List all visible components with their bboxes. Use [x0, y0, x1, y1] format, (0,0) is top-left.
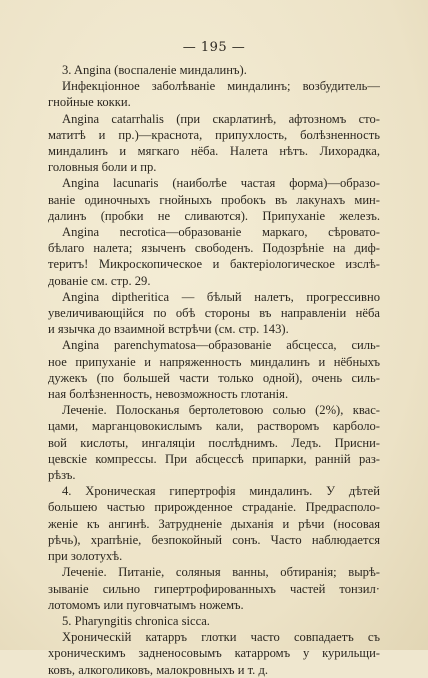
text-line: 3. Angina (воспаленіе миндалинъ).	[62, 63, 247, 77]
text-line: Хроническій катарръ глотки часто совпадаетъ съ	[62, 630, 380, 645]
text-line: цами, марганцовокислымъ кали, растворомъ карболо-	[48, 419, 380, 434]
text-line: ваніе одиночныхъ гнойныхъ пробокъ въ лакунахъ мин-	[48, 192, 380, 207]
text-line: далинъ (пробки не сливаются). Припуханіе железъ.	[48, 208, 380, 223]
text-line: головныя боли и пр.	[48, 160, 157, 175]
text-line: 5. Pharyngitis chronica sicca.	[62, 613, 210, 628]
text-line: Angina lacunaris (наиболѣе частая форма)—образо-	[62, 176, 380, 191]
text-line: рѣчь), храпѣніе, безпокойный сонъ. Часто наблюдается	[48, 532, 380, 547]
text-line: вой кислоты, ингаляціи послѣднимъ. Ледъ. Присни-	[48, 435, 380, 450]
text-line: хроническимъ задненосовымъ катарромъ у курильщи-	[48, 646, 380, 661]
text-line: ное припуханіе и напряженность миндалинъ и нёбныхъ	[48, 354, 380, 369]
text-line: большею частью прирожденное страданіе. Предрасполо-	[48, 500, 380, 515]
text-line: Инфекціонное заболѣваніе миндалинъ; возбудитель—	[62, 79, 380, 94]
text-line: Леченіе. Полосканья бертолетовою солью (2%), квас-	[62, 403, 380, 418]
text-line: Angina diptheritica — бѣлый налетъ, прогрессивно	[62, 289, 380, 304]
text-line: увеличивающійся по обѣ стороны въ направленіи нёба	[48, 306, 380, 321]
text-line: бѣлаго налета; языченъ свободенъ. Подозрѣніе на диф-	[48, 241, 380, 256]
text-line: Angina necrotica—образованіе маркаго, сѣровато-	[62, 225, 380, 240]
text-line: лотомомъ или пуговчатымъ ножемъ.	[48, 597, 244, 612]
text-line: цевскіе компрессы. При абсцессѣ припарки, ранній раз-	[48, 451, 380, 466]
text-line: Angina parenchymatosa—образованіе абсцесса, силь-	[62, 338, 380, 353]
text-line: рѣзъ.	[48, 468, 76, 483]
text-line: теритъ! Микроскопическое и бактеріологическое изслѣ-	[48, 257, 380, 272]
text-line: ная болѣзненность, невозможность глотанія.	[48, 387, 289, 402]
page-body	[48, 62, 380, 678]
text-line: миндалинъ и мягкаго нёба. Налета нѣтъ. Лихорадка,	[48, 144, 380, 159]
text-line: и язычка до взаимной встрѣчи (см. стр. 143).	[48, 322, 289, 337]
text-line: гнойные кокки.	[48, 95, 131, 110]
text-line: ковъ, алкоголиковъ, малокровныхъ и т. д.	[48, 662, 269, 677]
text-line: Angina catarrhalis (при скарлатинѣ, афтозномъ сто-	[62, 111, 380, 126]
text-line: 4. Хроническая гипертрофія миндалинъ. У дѣтей	[62, 484, 380, 499]
text-line: дованіе см. стр. 29.	[48, 273, 151, 288]
text-line: дужекъ (по большей части только одной), очень силь-	[48, 370, 380, 385]
page-number: — 195 —	[182, 40, 246, 55]
text-line: зываніе сильно гипертрофированныхъ частей тонзил·	[48, 581, 380, 596]
text-line: при золотухѣ.	[48, 549, 123, 564]
text-line: матитѣ и пр.)—краснота, припухлость, болѣзненность	[48, 127, 380, 142]
text-line: женіе къ ангинѣ. Затрудненіе дыханія и рѣчи (носовая	[48, 516, 380, 531]
text-line: Леченіе. Питаніе, соляныя ванны, обтиранія; вырѣ-	[62, 565, 380, 580]
